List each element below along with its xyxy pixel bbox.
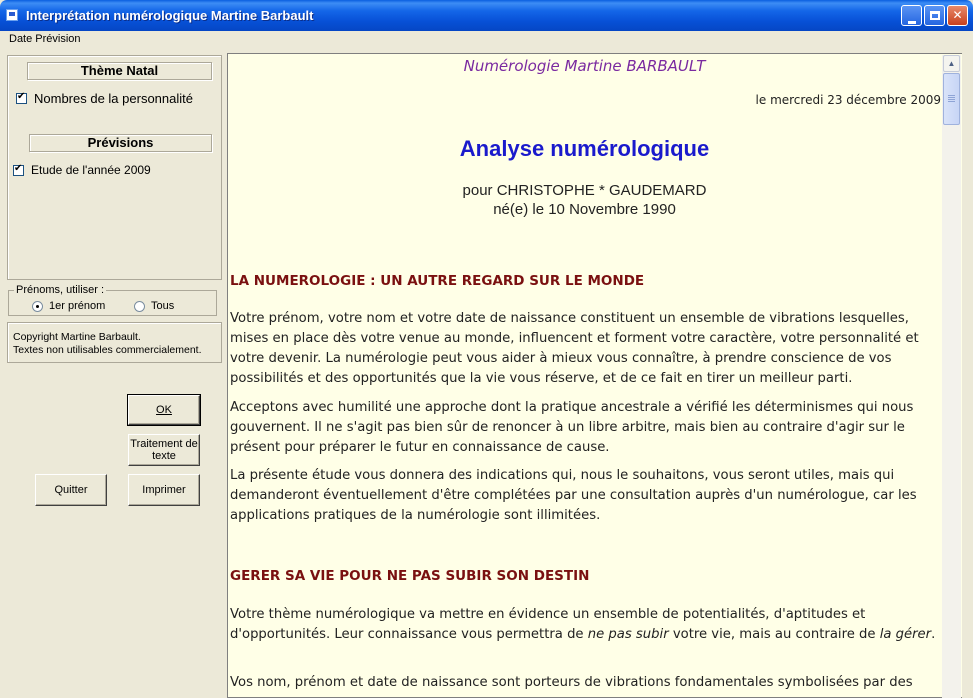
vertical-scrollbar[interactable] [942,55,961,698]
menu-date-prevision[interactable]: Date Prévision [9,33,81,45]
quitter-button[interactable] [35,474,107,506]
maximize-icon [930,11,940,20]
ok-button[interactable] [128,395,200,425]
ok-button-label: OK [156,404,172,416]
copyright-line-1: Copyright Martine Barbault. [13,331,141,343]
theme-natal-title: Thème Natal [27,62,212,80]
prenoms-group-label: Prénoms, utiliser : [16,284,105,296]
radio-first-name-label[interactable]: 1er prénom [49,300,106,312]
scroll-up-button[interactable]: ▲ [943,55,960,72]
document-heading: Analyse numérologique [459,136,710,161]
section-1-paragraph-3: La présente étude vous donnera des indications qui, nous le souhaitons, vous seront utiles, mais qui demanderont éventuellement d'être complétées par une consultation auprès d'un numérologue, car les applications pratiques de la numérologie sont illimitées. [230,468,917,523]
copyright-line-2: Textes non utilisables commercialement. [13,344,202,356]
s2p1-text-a: Votre thème numérologique va mettre en évidence un ensemble de potentialités, d'aptitudes et d'opportunités. Leur connaissance vous permettra de [230,607,866,642]
maximize-button[interactable] [924,5,945,26]
radio-all-names[interactable] [134,301,145,312]
traitement-texte-button[interactable] [128,434,200,466]
minimize-button[interactable] [901,5,922,26]
title-bar[interactable] [0,0,973,31]
window-title: Interprétation numérologique Martine Barbault [26,8,314,23]
s2p1-emphasis-1: ne pas subir [587,627,669,642]
section-1-title: LA NUMEROLOGIE : UN AUTRE REGARD SUR LE MONDE [230,273,645,289]
scroll-thumb[interactable] [943,73,960,125]
radio-all-names-label[interactable]: Tous [151,300,175,312]
section-1-paragraph-2: Acceptons avec humilité une approche dont la pratique ancestrale a vérifié les déterminismes qui nous gouvernent. Il ne s'agit pas bien sûr de renoncer à un libre arbitre, mais bien au contraire d'agir sur le présent pour préparer le futur en connaissance de cause. [230,400,914,455]
theme-natal-label[interactable]: Nombres de la personnalité [34,91,193,106]
previsions-checkbox[interactable] [13,165,24,176]
born-line: né(e) le 10 Novembre 1990 [493,201,676,218]
minimize-icon [908,21,916,24]
section-2-paragraph-2: Vos nom, prénom et date de naissance sont porteurs de vibrations fondamentales symbolisées par des [230,675,913,690]
close-button[interactable] [947,5,968,26]
radio-first-name[interactable] [32,301,43,312]
s2p1-emphasis-2: la gérer [879,627,932,642]
brand-title: Numérologie Martine BARBAULT [463,57,706,75]
quitter-button-label: Quitter [54,484,88,496]
document-date: le mercredi 23 décembre 2009 [755,93,941,107]
close-icon: ✕ [952,8,963,22]
for-line: pour CHRISTOPHE * GAUDEMARD [462,182,707,199]
section-2-paragraph-1 [230,605,940,645]
s2p1-text-b: votre vie, mais au contraire de [668,627,880,642]
section-1-paragraph-1: Votre prénom, votre nom et votre date de naissance constituent un ensemble de vibrations lesquelles, mises en place dès votre venue au monde, influencent et forment votre caractère, votre personnalité et votre devenir. La numérologie peut vous aider à mieux vous connaître, à prendre conscience de vos possibilités et des opportunités que la vie vous réserve, et de ce fait en tirer un meilleur parti. [230,311,919,386]
imprimer-button-label: Imprimer [142,484,186,496]
traitement-label-1: Traitement de [130,438,198,450]
s2p1-text-c: . [931,627,936,642]
document-viewer[interactable] [227,53,962,698]
menu-bar [0,31,973,49]
traitement-label-2: texte [152,450,176,462]
window-right-border [962,49,973,698]
imprimer-button[interactable] [128,474,200,506]
previsions-label[interactable]: Etude de l'année 2009 [31,163,151,177]
app-icon[interactable] [6,9,18,21]
section-2-title: GERER SA VIE POUR NE PAS SUBIR SON DESTIN [230,568,590,584]
previsions-title: Prévisions [29,134,212,152]
theme-natal-checkbox[interactable] [16,93,27,104]
